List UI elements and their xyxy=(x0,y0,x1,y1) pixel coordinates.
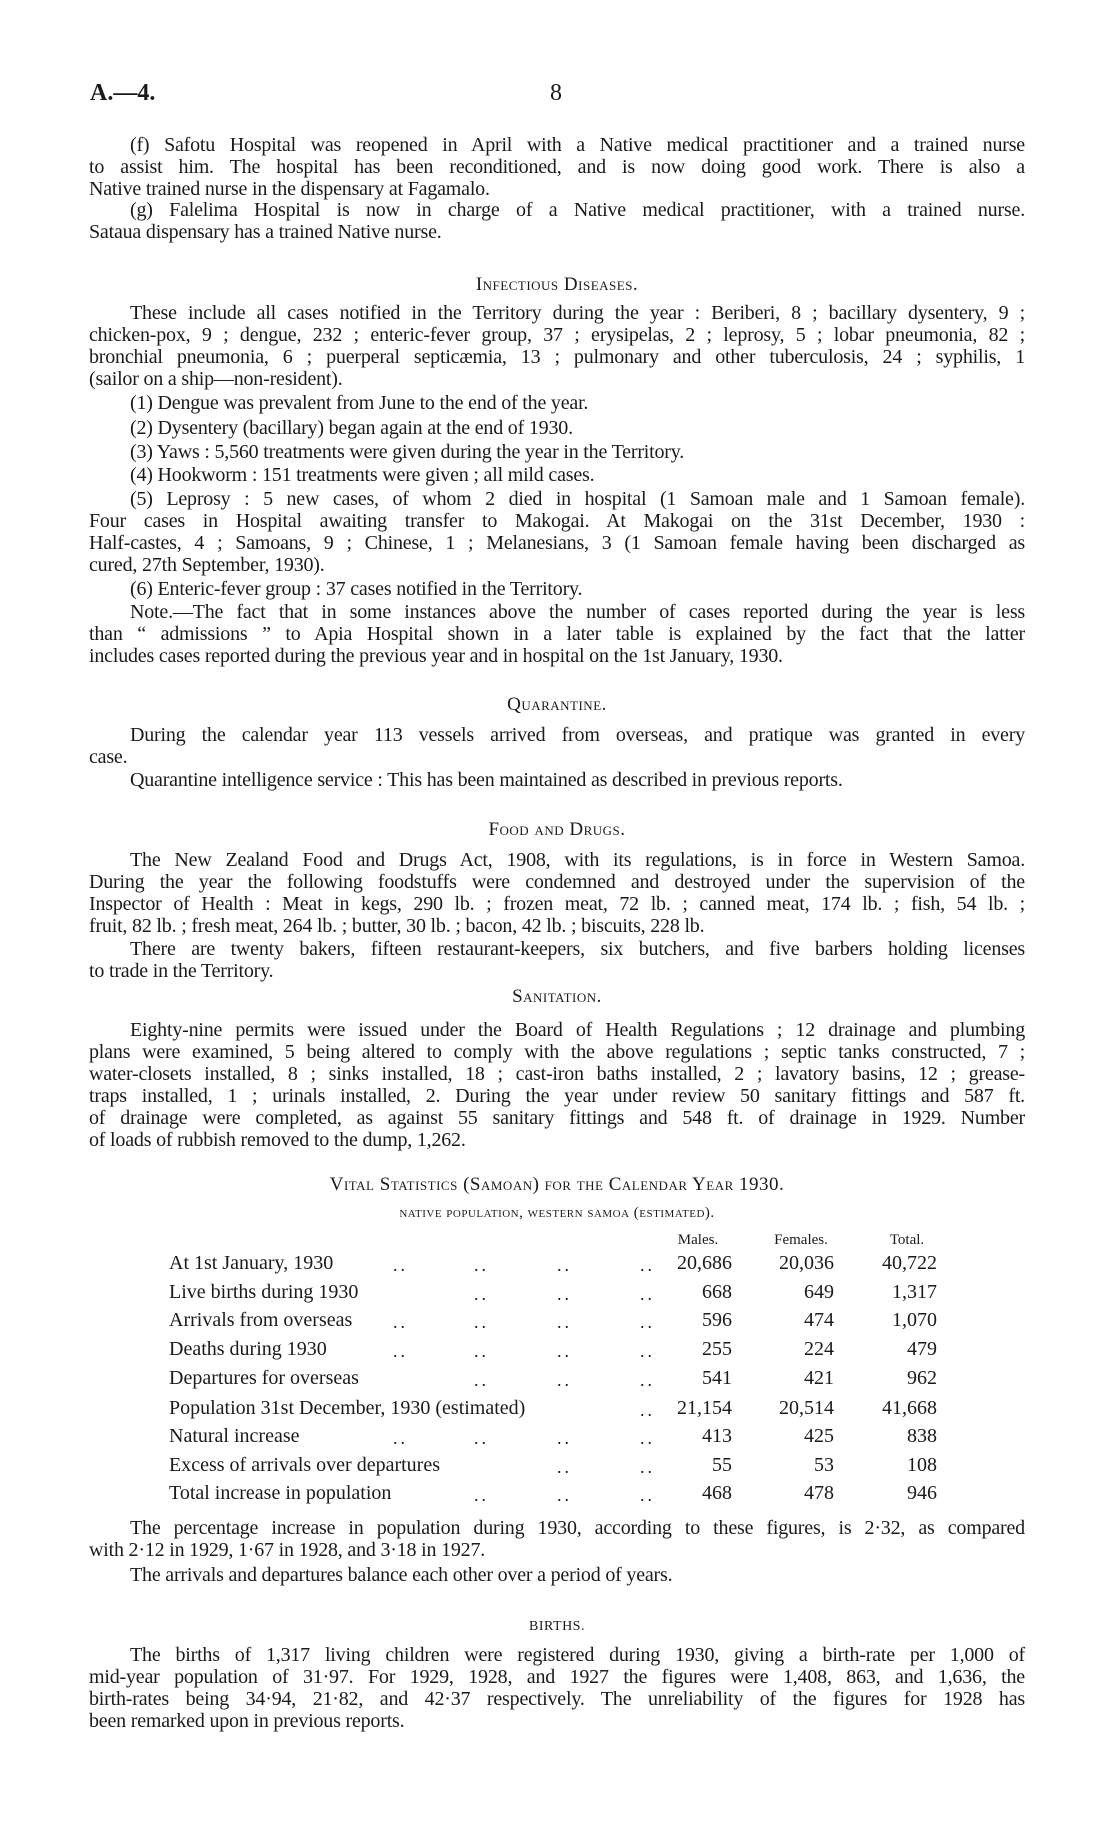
paragraph-line: Four cases in Hospital awaiting transfer to Makogai. At Makogai on the 31st December, 1930 : xyxy=(89,510,1025,532)
paragraph-line: These include all cases notified in the Territory during the year : Beriberi, 8 ; bacillary dysentery, 9 ; xyxy=(130,302,1025,324)
dot-leader: .. xyxy=(640,1400,655,1420)
total-value: 108 xyxy=(907,1454,937,1476)
paragraph-line: Inspector of Health : Meat in kegs, 290 lb. ; frozen meat, 72 lb. ; canned meat, 174 lb. ; fish, 54 lb. ; xyxy=(89,893,1025,915)
paragraph-line: cured, 27th September, 1930). xyxy=(89,554,325,576)
paragraph-line: (3) Yaws : 5,560 treatments were given during the year in the Territory. xyxy=(130,441,685,463)
row-label: Excess of arrivals over departures xyxy=(169,1454,440,1476)
total-value: 1,070 xyxy=(892,1309,937,1331)
row-label: Population 31st December, 1930 (estimated) xyxy=(169,1397,526,1419)
dot-leader: .. xyxy=(640,1341,655,1361)
paragraph-line: (sailor on a ship—non-resident). xyxy=(89,368,343,390)
section-heading: BIRTHS. xyxy=(529,1619,585,1634)
dot-leader: .. xyxy=(474,1341,489,1361)
paragraph-line: Eighty-nine permits were issued under the Board of Health Regulations ; 12 drainage and plumbing xyxy=(130,1019,1025,1041)
dot-leader: .. xyxy=(393,1255,408,1275)
row-label: Live births during 1930 xyxy=(169,1281,359,1303)
table-column-header: Females. xyxy=(774,1232,828,1248)
section-heading: native population, western samoa (estimated). xyxy=(399,1205,715,1221)
total-value: 479 xyxy=(907,1338,937,1360)
paragraph-line: chicken-pox, 9 ; dengue, 232 ; enteric-fever group, 37 ; erysipelas, 2 ; leprosy, 5 ; lobar pneumonia, 82 ; xyxy=(89,324,1025,346)
row-label: Total increase in population xyxy=(169,1482,392,1504)
dot-leader: .. xyxy=(557,1485,572,1505)
paragraph-line: Native trained nurse in the dispensary at Fagamalo. xyxy=(89,178,490,200)
paragraph-line: During the calendar year 113 vessels arrived from overseas, and pratique was granted in every xyxy=(130,724,1025,746)
paragraph-line: plans were examined, 5 being altered to comply with the above regulations ; septic tanks constructed, 7 ; xyxy=(89,1041,1025,1063)
paragraph-line: to assist him. The hospital has been reconditioned, and is now doing good work. There is also a xyxy=(89,156,1025,178)
females-value: 649 xyxy=(804,1281,834,1303)
paragraph-line: mid-year population of 31·97. For 1929, 1928, and 1927 the figures were 1,408, 863, and 1,636, the xyxy=(89,1666,1025,1688)
total-value: 1,317 xyxy=(892,1281,937,1303)
paragraph-line: (f) Safotu Hospital was reopened in April with a Native medical practitioner and a trained nurse xyxy=(130,134,1025,156)
paragraph-line: to trade in the Territory. xyxy=(89,960,274,982)
females-value: 53 xyxy=(814,1454,834,1476)
males-value: 20,686 xyxy=(677,1252,732,1274)
total-value: 40,722 xyxy=(882,1252,937,1274)
paragraph-line: of drainage were completed, as against 55 sanitary fittings and 548 ft. of drainage in 1929. Number xyxy=(89,1107,1025,1129)
row-label: At 1st January, 1930 xyxy=(169,1252,334,1274)
females-value: 474 xyxy=(804,1309,834,1331)
paragraph-line: bronchial pneumonia, 6 ; puerperal septicæmia, 13 ; pulmonary and other tuberculosis, 24 ; syphilis, 1 xyxy=(89,346,1025,368)
paragraph-line: of loads of rubbish removed to the dump, 1,262. xyxy=(89,1129,466,1151)
total-value: 946 xyxy=(907,1482,937,1504)
table-column-header: Total. xyxy=(889,1232,925,1248)
females-value: 224 xyxy=(804,1338,834,1360)
section-heading: Sanitation. xyxy=(512,986,602,1007)
males-value: 541 xyxy=(702,1367,732,1389)
paragraph-line: includes cases reported during the previous year and in hospital on the 1st January, 1930. xyxy=(89,645,783,667)
paragraph-line: (5) Leprosy : 5 new cases, of whom 2 died in hospital (1 Samoan male and 1 Samoan female). xyxy=(130,488,1025,510)
paragraph-line: than “ admissions ” to Apia Hospital shown in a later table is explained by the fact that the latter xyxy=(89,623,1025,645)
dot-leader: .. xyxy=(557,1457,572,1477)
row-label: Departures for overseas xyxy=(169,1367,359,1389)
females-value: 20,514 xyxy=(779,1397,834,1419)
dot-leader: .. xyxy=(474,1428,489,1448)
section-heading: Quarantine. xyxy=(507,694,607,715)
dot-leader: .. xyxy=(557,1341,572,1361)
dot-leader: .. xyxy=(393,1312,408,1332)
dot-leader: .. xyxy=(474,1312,489,1332)
females-value: 20,036 xyxy=(779,1252,834,1274)
males-value: 255 xyxy=(702,1338,732,1360)
row-label: Arrivals from overseas xyxy=(169,1309,353,1331)
paragraph-line: Note.—The fact that in some instances above the number of cases reported during the year is less xyxy=(130,601,1025,623)
paragraph-line: During the year the following foodstuffs were condemned and destroyed under the supervision of the xyxy=(89,871,1025,893)
paragraph-line: birth-rates being 34·94, 21·82, and 42·37 respectively. The unreliability of the figures for 1928 has xyxy=(89,1688,1025,1710)
dot-leader: .. xyxy=(557,1284,572,1304)
section-heading: Food and Drugs. xyxy=(488,819,626,840)
paragraph-line: Sataua dispensary has a trained Native nurse. xyxy=(89,221,442,243)
males-value: 596 xyxy=(702,1309,732,1331)
dot-leader: .. xyxy=(393,1341,408,1361)
table-column-header: Males. xyxy=(677,1232,719,1248)
paragraph-line: (g) Falelima Hospital is now in charge of a Native medical practitioner, with a trained nurse. xyxy=(130,199,1025,221)
females-value: 425 xyxy=(804,1425,834,1447)
dot-leader: .. xyxy=(640,1485,655,1505)
total-value: 962 xyxy=(907,1367,937,1389)
paragraph-line: The births of 1,317 living children were registered during 1930, giving a birth-rate per 1,000 of xyxy=(130,1644,1025,1666)
dot-leader: .. xyxy=(640,1370,655,1390)
dot-leader: .. xyxy=(640,1284,655,1304)
dot-leader: .. xyxy=(474,1370,489,1390)
dot-leader: .. xyxy=(640,1457,655,1477)
dot-leader: .. xyxy=(640,1255,655,1275)
males-value: 413 xyxy=(702,1425,732,1447)
paragraph-line: been remarked upon in previous reports. xyxy=(89,1710,405,1732)
dot-leader: .. xyxy=(474,1485,489,1505)
males-value: 668 xyxy=(702,1281,732,1303)
row-label: Deaths during 1930 xyxy=(169,1338,327,1360)
dot-leader: .. xyxy=(640,1428,655,1448)
dot-leader: .. xyxy=(474,1284,489,1304)
paragraph-line: traps installed, 1 ; urinals installed, 2. During the year under review 50 sanitary fittings and 587 ft. xyxy=(89,1085,1025,1107)
paragraph-line: The arrivals and departures balance each other over a period of years. xyxy=(130,1564,673,1586)
dot-leader: .. xyxy=(557,1312,572,1332)
paragraph-line: Quarantine intelligence service : This has been maintained as described in previous reports. xyxy=(130,769,843,791)
males-value: 468 xyxy=(702,1482,732,1504)
paragraph-line: Half-castes, 4 ; Samoans, 9 ; Chinese, 1 ; Melanesians, 3 (1 Samoan female having been discharged as xyxy=(89,532,1025,554)
paragraph-line: The New Zealand Food and Drugs Act, 1908, with its regulations, is in force in Western Samoa. xyxy=(130,849,1025,871)
paragraph-line: (2) Dysentery (bacillary) began again at the end of 1930. xyxy=(130,417,573,439)
row-label: Natural increase xyxy=(169,1425,300,1447)
paragraph-line: fruit, 82 lb. ; fresh meat, 264 lb. ; butter, 30 lb. ; bacon, 42 lb. ; biscuits, 228 lb. xyxy=(89,915,705,937)
dot-leader: .. xyxy=(393,1428,408,1448)
paragraph-line: The percentage increase in population during 1930, according to these figures, is 2·32, as compared xyxy=(130,1517,1025,1539)
paragraph-line: water-closets installed, 8 ; sinks installed, 18 ; cast-iron baths installed, 2 ; lavatory basins, 12 ; grease- xyxy=(89,1063,1025,1085)
total-value: 41,668 xyxy=(882,1397,937,1419)
paragraph-line: case. xyxy=(89,746,128,768)
females-value: 478 xyxy=(804,1482,834,1504)
paragraph-line: There are twenty bakers, fifteen restaurant-keepers, six butchers, and five barbers holding licenses xyxy=(130,938,1025,960)
paragraph-line: (6) Enteric-fever group : 37 cases notified in the Territory. xyxy=(130,578,583,600)
section-heading: Vital Statistics (Samoan) for the Calendar Year 1930. xyxy=(329,1174,785,1195)
dot-leader: .. xyxy=(474,1255,489,1275)
paragraph-line: (4) Hookworm : 151 treatments were given ; all mild cases. xyxy=(130,464,595,486)
section-heading: Infectious Diseases. xyxy=(475,274,639,295)
dot-leader: .. xyxy=(557,1370,572,1390)
paragraph-line: with 2·12 in 1929, 1·67 in 1928, and 3·18 in 1927. xyxy=(89,1539,486,1561)
males-value: 55 xyxy=(712,1454,732,1476)
females-value: 421 xyxy=(804,1367,834,1389)
document-reference: A.—4. xyxy=(90,80,156,106)
page-number: 8 xyxy=(550,80,562,106)
dot-leader: .. xyxy=(557,1255,572,1275)
dot-leader: .. xyxy=(557,1428,572,1448)
dot-leader: .. xyxy=(640,1312,655,1332)
paragraph-line: (1) Dengue was prevalent from June to the end of the year. xyxy=(130,392,589,414)
males-value: 21,154 xyxy=(677,1397,732,1419)
total-value: 838 xyxy=(907,1425,937,1447)
